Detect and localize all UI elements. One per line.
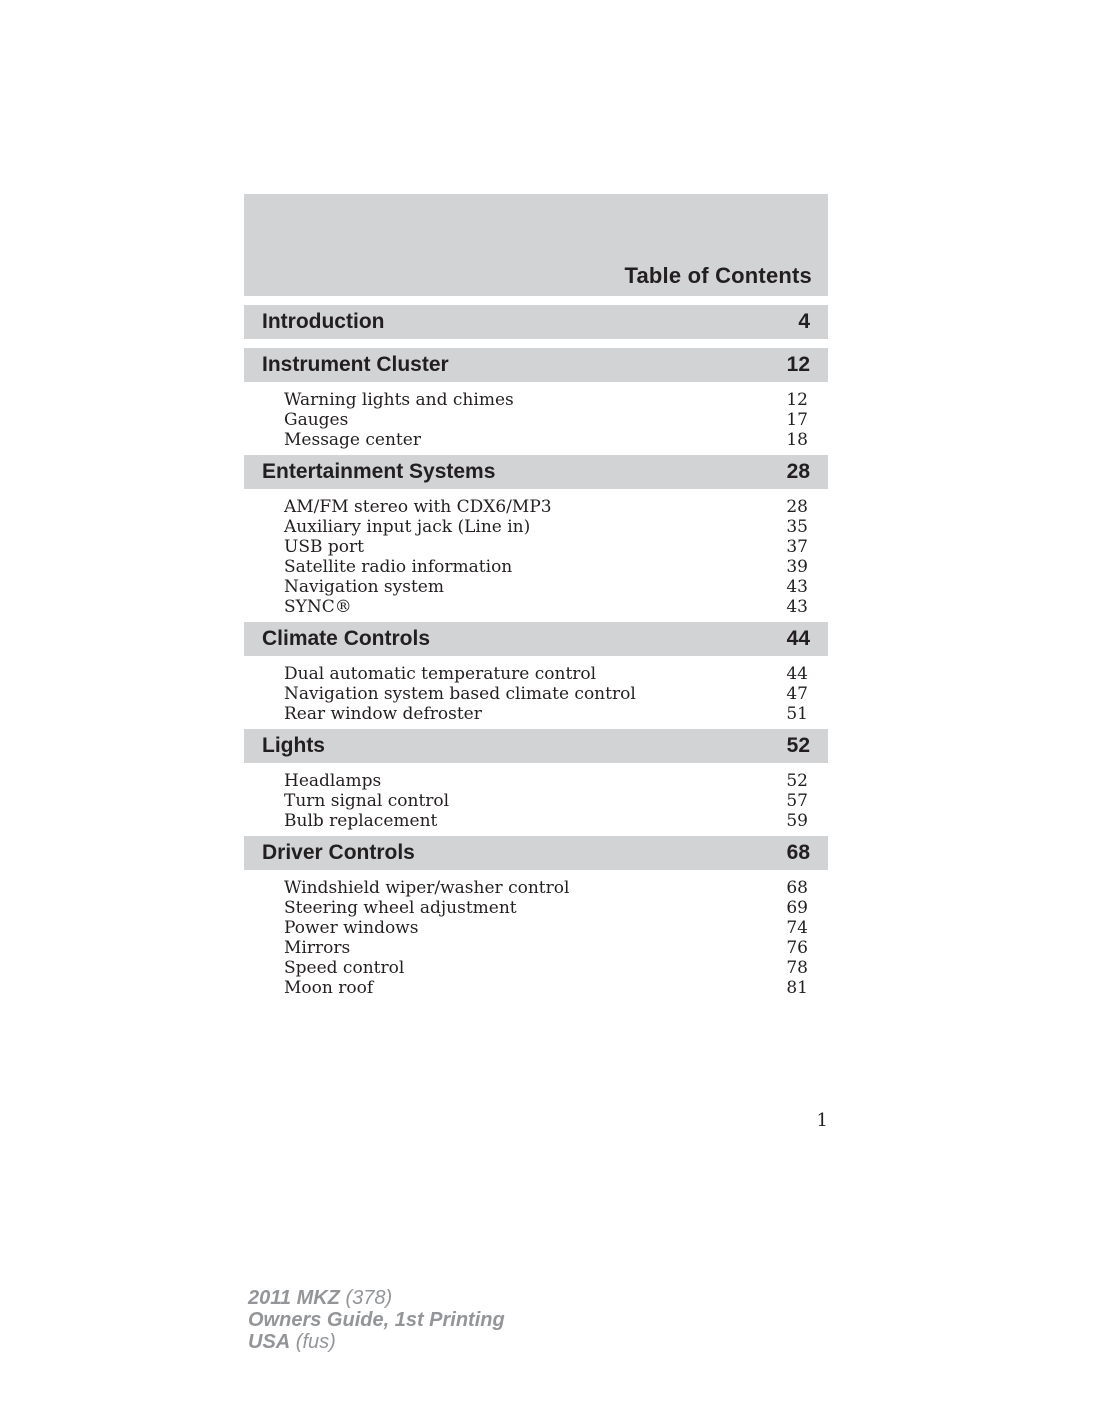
toc-item-page-number: 44 (786, 664, 808, 684)
section-title: Entertainment Systems (262, 460, 496, 483)
section-title: Climate Controls (262, 627, 431, 650)
toc-item-row (244, 878, 828, 898)
section-items (244, 382, 828, 455)
section-title: Instrument Cluster (262, 353, 449, 376)
toc-item-label: Mirrors (284, 938, 351, 958)
toc-item-page-number: 51 (786, 704, 808, 724)
toc-item-page-number: 81 (786, 978, 808, 998)
toc-section (244, 305, 828, 339)
toc-item-row (244, 517, 828, 537)
toc-item-row (244, 938, 828, 958)
toc-item-row (244, 410, 828, 430)
toc-section (244, 455, 828, 622)
toc-item-row (244, 537, 828, 557)
footer-model-name: 2011 MKZ (248, 1287, 340, 1309)
toc-content (244, 194, 828, 1003)
toc-item-label: Moon roof (284, 978, 374, 998)
toc-item-row (244, 791, 828, 811)
footer-line-guide (248, 1309, 505, 1331)
section-header-bar (244, 305, 828, 339)
toc-item-page-number: 35 (786, 517, 808, 537)
toc-item-label: Gauges (284, 410, 349, 430)
toc-item-label: AM/FM stereo with CDX6/MP3 (284, 497, 552, 517)
toc-item-label: Rear window defroster (284, 704, 482, 724)
toc-item-label: Satellite radio information (284, 557, 513, 577)
footer-imprint (248, 1287, 505, 1353)
toc-item-page-number: 57 (786, 791, 808, 811)
toc-item-label: Windshield wiper/washer control (284, 878, 570, 898)
toc-item-label: Auxiliary input jack (Line in) (284, 517, 531, 537)
toc-item-label: Speed control (284, 958, 405, 978)
toc-item-label: Navigation system based climate control (284, 684, 636, 704)
toc-item-page-number: 76 (786, 938, 808, 958)
toc-item-label: SYNC® (284, 597, 352, 617)
toc-item-row (244, 577, 828, 597)
section-items (244, 489, 828, 622)
toc-item-page-number: 59 (786, 811, 808, 831)
toc-item-page-number: 74 (786, 918, 808, 938)
toc-item-page-number: 69 (786, 898, 808, 918)
section-page-number: 68 (786, 841, 810, 864)
footer-line-region (248, 1331, 505, 1353)
toc-item-row (244, 497, 828, 517)
toc-item-label: Turn signal control (284, 791, 450, 811)
toc-item-label: Steering wheel adjustment (284, 898, 517, 918)
toc-section (244, 348, 828, 455)
page-number: 1 (816, 1110, 828, 1131)
section-title: Lights (262, 734, 325, 757)
toc-section (244, 836, 828, 1003)
section-page-number: 52 (786, 734, 810, 757)
footer-region-code: (fus) (295, 1331, 336, 1353)
toc-item-page-number: 12 (786, 390, 808, 410)
toc-item-row (244, 390, 828, 410)
toc-item-row (244, 704, 828, 724)
toc-item-row (244, 811, 828, 831)
toc-item-row (244, 684, 828, 704)
toc-item-page-number: 47 (786, 684, 808, 704)
section-header-bar (244, 836, 828, 870)
toc-section-list (244, 305, 828, 1003)
section-items (244, 870, 828, 1003)
toc-item-page-number: 37 (786, 537, 808, 557)
toc-item-label: Headlamps (284, 771, 382, 791)
section-header-bar (244, 455, 828, 489)
toc-item-page-number: 18 (786, 430, 808, 450)
toc-item-label: Message center (284, 430, 421, 450)
toc-item-page-number: 43 (786, 597, 808, 617)
toc-item-row (244, 430, 828, 450)
footer-guide-title: Owners Guide, 1st Printing (248, 1309, 505, 1331)
footer-part-code: (378) (345, 1287, 393, 1309)
section-title: Introduction (262, 310, 385, 333)
toc-item-row (244, 918, 828, 938)
toc-item-label: Dual automatic temperature control (284, 664, 597, 684)
toc-item-row (244, 978, 828, 998)
toc-item-page-number: 68 (786, 878, 808, 898)
toc-section (244, 729, 828, 836)
toc-item-row (244, 898, 828, 918)
section-page-number: 28 (786, 460, 810, 483)
section-page-number: 12 (786, 353, 810, 376)
section-header-bar (244, 348, 828, 382)
footer-region: USA (248, 1331, 291, 1353)
toc-item-label: Navigation system (284, 577, 444, 597)
toc-item-row (244, 557, 828, 577)
toc-item-label: Bulb replacement (284, 811, 438, 831)
section-items (244, 656, 828, 729)
toc-header-box (244, 194, 828, 296)
toc-section (244, 622, 828, 729)
toc-item-page-number: 39 (786, 557, 808, 577)
toc-item-row (244, 958, 828, 978)
toc-item-row (244, 597, 828, 617)
section-title: Driver Controls (262, 841, 415, 864)
toc-item-row (244, 771, 828, 791)
toc-item-page-number: 43 (786, 577, 808, 597)
toc-item-page-number: 78 (786, 958, 808, 978)
toc-item-label: Power windows (284, 918, 419, 938)
toc-item-row (244, 664, 828, 684)
toc-item-page-number: 28 (786, 497, 808, 517)
section-header-bar (244, 622, 828, 656)
toc-item-page-number: 17 (786, 410, 808, 430)
section-page-number: 44 (786, 627, 810, 650)
footer-line-model (248, 1287, 505, 1309)
section-page-number: 4 (798, 310, 810, 333)
toc-item-page-number: 52 (786, 771, 808, 791)
toc-item-label: Warning lights and chimes (284, 390, 514, 410)
section-header-bar (244, 729, 828, 763)
toc-item-label: USB port (284, 537, 364, 557)
section-items (244, 763, 828, 836)
page-title: Table of Contents (624, 263, 812, 288)
